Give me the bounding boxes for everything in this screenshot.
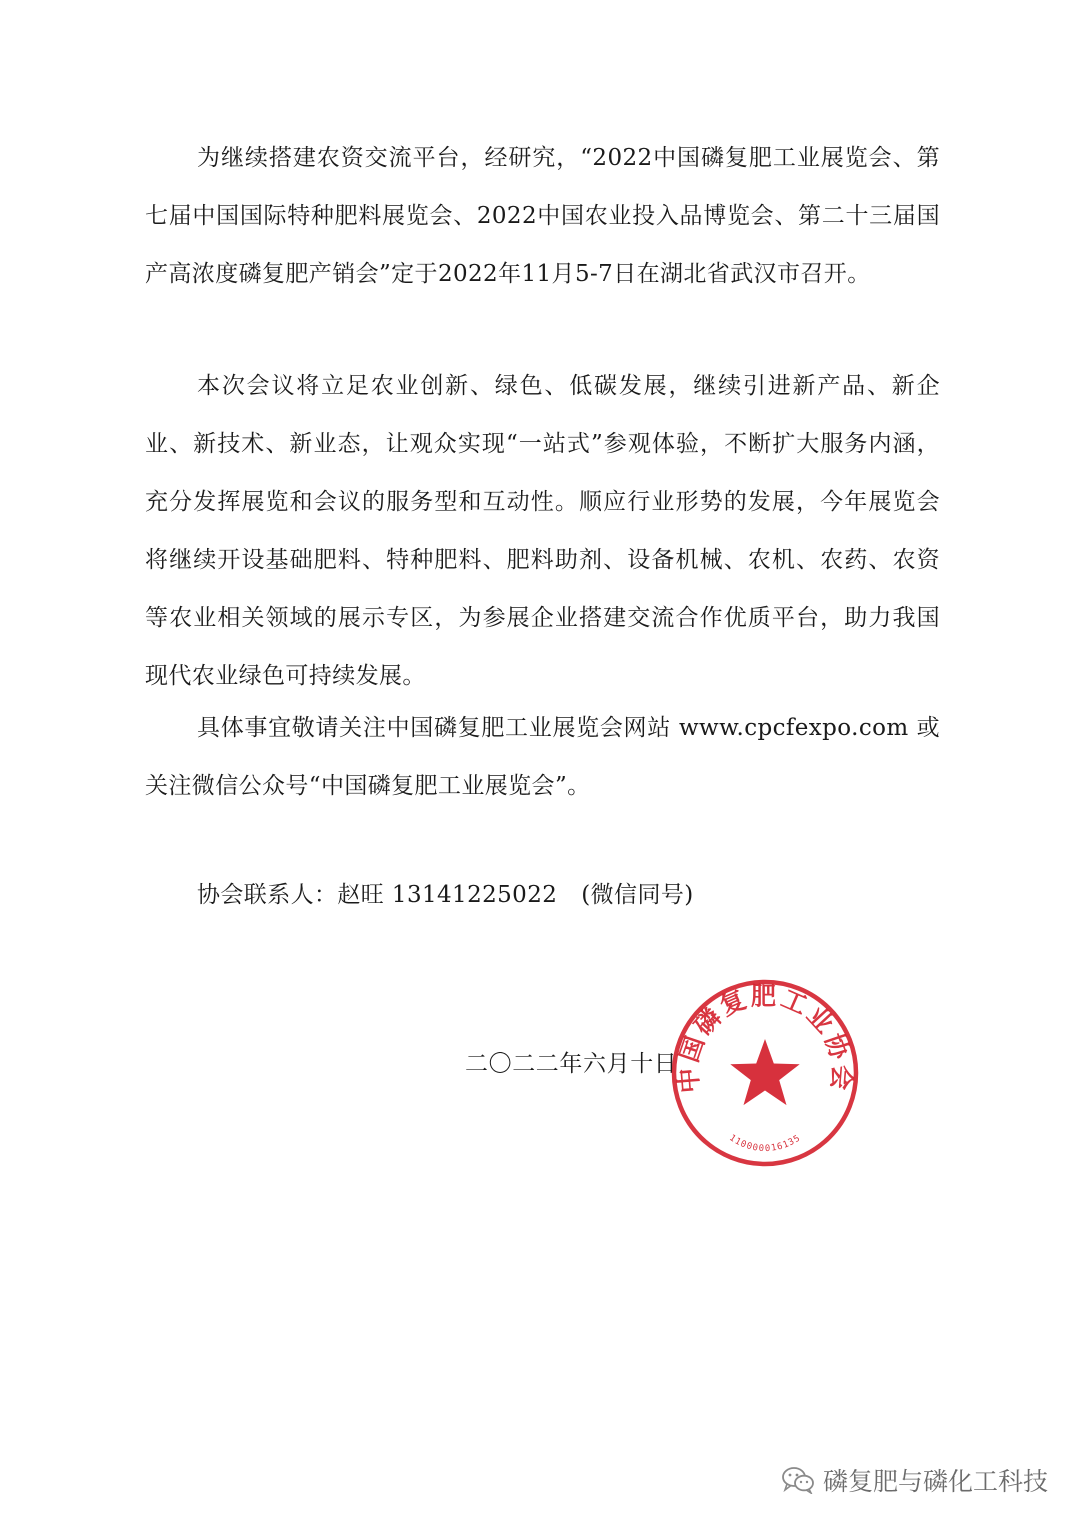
seal-text: 中国磷复肥工业协会: [673, 981, 857, 1095]
star-icon: [730, 1039, 799, 1105]
watermark-text: 磷复肥与磷化工科技: [822, 1467, 1048, 1496]
wechat-watermark: [781, 1462, 1048, 1498]
contact-note: (微信同号): [581, 882, 694, 908]
contact-line: [197, 870, 694, 920]
wechat-icon: [781, 1466, 815, 1494]
official-seal: [665, 977, 865, 1169]
seal-number: 110000016135: [727, 1133, 803, 1155]
issue-date: 二〇二二年六月十日: [465, 1051, 678, 1077]
contact-label: 协会联系人：赵旺 13141225022: [197, 882, 558, 908]
paragraph-1: 为继续搭建农资交流平台，经研究，“2022中国磷复肥工业展览会、第七届中国国际特种肥料展览会、2022中国农业投入品博览会、第二十三届国产高浓度磷复肥产销会”定于2022年11月5-7日在湖北省武汉市召开。: [145, 145, 940, 287]
paragraph-2: 本次会议将立足农业创新、绿色、低碳发展，继续引进新产品、新企业、新技术、新业态，让观众实现“一站式”参观体验，不断扩大服务内涵，充分发挥展览和会议的服务型和互动性。顺应行业形势的发展，今年展览会将继续开设基础肥料、特种肥料、肥料助剂、设备机械、农机、农药、农资等农业相关领域的展示专区，为参展企业搭建交流合作优质平台，助力我国现代农业绿色可持续发展。: [145, 373, 940, 689]
paragraph-3: 具体事宜敬请关注中国磷复肥工业展览会网站 www.cpcfexpo.com 或关注微信公众号“中国磷复肥工业展览会”。: [145, 715, 940, 799]
